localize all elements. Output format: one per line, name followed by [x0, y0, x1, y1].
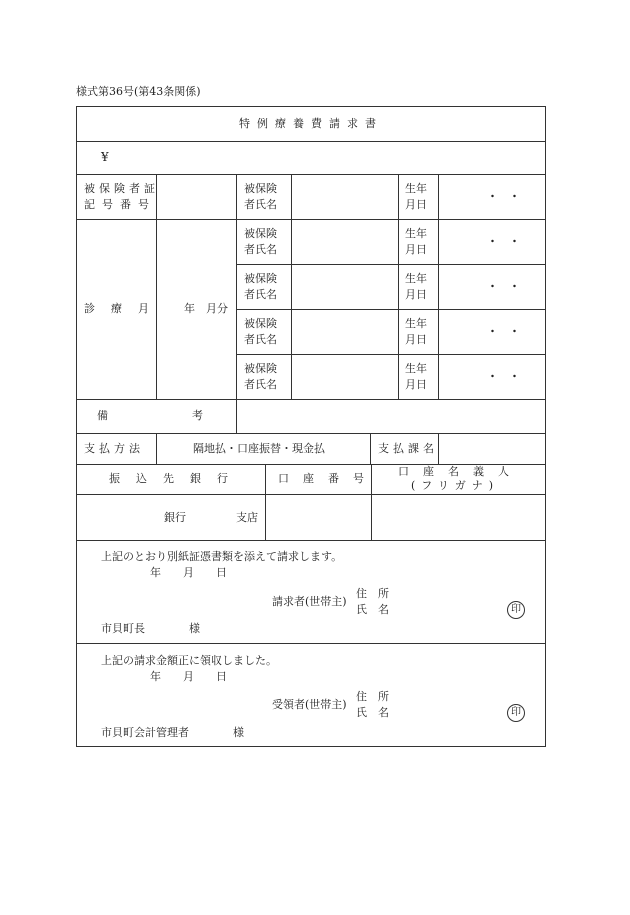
- claimant-label: 請求者(世帯主): [272, 595, 347, 608]
- treatment-month-field[interactable]: 年 月分: [184, 302, 228, 315]
- account-holder-field[interactable]: [373, 496, 545, 539]
- col-divider: [398, 174, 399, 399]
- form-title: 特例療養費請求書: [239, 117, 383, 130]
- birth-date-label: 生年: [405, 317, 427, 330]
- row-divider: [76, 643, 546, 644]
- account-holder-kana-label: (フリガナ): [411, 479, 500, 492]
- birth-date-label: 生年: [405, 227, 427, 240]
- insured-name-label-2: 者氏名: [244, 333, 277, 346]
- insured-name-label: 被保険: [244, 317, 277, 330]
- bank-label: 振込先銀行: [109, 472, 244, 485]
- birth-date-label: 生年: [405, 272, 427, 285]
- birth-date-label: 生年: [405, 182, 427, 195]
- payment-section-field[interactable]: [439, 434, 545, 463]
- row-divider: [76, 141, 546, 142]
- insured-name-label: 被保険: [244, 182, 277, 195]
- request-statement: 上記のとおり別紙証憑書類を添えて請求します。: [101, 550, 343, 563]
- birth-date-field[interactable]: ・ ・: [487, 190, 520, 203]
- form-number-label: 様式第36号(第43条関係): [76, 85, 201, 98]
- claimant-name-label: 氏 名: [356, 603, 389, 616]
- insured-card-number-field[interactable]: [157, 175, 235, 218]
- remarks-label: 備考: [97, 409, 287, 422]
- row-divider: [76, 494, 546, 495]
- insured-name-field[interactable]: [292, 265, 397, 308]
- account-number-field[interactable]: [267, 496, 370, 539]
- insured-name-label-2: 者氏名: [244, 198, 277, 211]
- insured-name-label-2: 者氏名: [244, 243, 277, 256]
- amount-field[interactable]: [118, 144, 538, 170]
- account-holder-label: 口座名義人: [398, 465, 523, 478]
- birth-date-label-2: 月日: [405, 198, 427, 211]
- claimant-address-label: 住 所: [356, 587, 389, 600]
- col-divider: [265, 464, 266, 540]
- col-divider: [370, 433, 371, 464]
- insured-name-label-2: 者氏名: [244, 378, 277, 391]
- birth-date-field[interactable]: ・ ・: [487, 325, 520, 338]
- request-addressee: 市貝町長 様: [101, 622, 200, 635]
- insured-name-field[interactable]: [292, 355, 397, 398]
- insured-name-field[interactable]: [292, 175, 397, 218]
- receipt-statement: 上記の請求金額正に領収しました。: [101, 654, 277, 667]
- seal-icon: 印: [507, 704, 525, 722]
- col-divider: [156, 433, 157, 464]
- birth-date-field[interactable]: ・ ・: [487, 280, 520, 293]
- col-divider: [438, 174, 439, 399]
- insured-name-label: 被保険: [244, 272, 277, 285]
- payment-method-label: 支払方法: [84, 442, 144, 455]
- insured-name-label: 被保険: [244, 227, 277, 240]
- birth-date-label: 生年: [405, 362, 427, 375]
- treatment-month-label: 診療月: [84, 302, 165, 315]
- receipt-addressee: 市貝町会計管理者 様: [101, 726, 244, 739]
- receipt-date[interactable]: 年 月 日: [150, 670, 227, 683]
- birth-date-label-2: 月日: [405, 333, 427, 346]
- row-divider: [76, 540, 546, 541]
- bank-suffix: 銀行: [164, 511, 186, 524]
- branch-suffix: 支店: [236, 511, 258, 524]
- remarks-field[interactable]: [237, 400, 545, 432]
- insured-name-label: 被保険: [244, 362, 277, 375]
- birth-date-label-2: 月日: [405, 243, 427, 256]
- yen-sign: ¥: [101, 150, 109, 164]
- receiver-name-label: 氏 名: [356, 706, 389, 719]
- birth-date-field[interactable]: ・ ・: [487, 235, 520, 248]
- payment-section-label: 支払課名: [378, 442, 438, 455]
- account-number-label: 口座番号: [278, 472, 378, 485]
- receiver-label: 受領者(世帯主): [272, 698, 347, 711]
- insured-name-label-2: 者氏名: [244, 288, 277, 301]
- insured-name-field[interactable]: [292, 310, 397, 353]
- payment-method-options[interactable]: 隔地払・口座振替・現金払: [193, 442, 325, 455]
- birth-date-label-2: 月日: [405, 378, 427, 391]
- seal-icon: 印: [507, 601, 525, 619]
- insured-card-label-2: 記号番号: [84, 198, 156, 211]
- insured-name-field[interactable]: [292, 220, 397, 263]
- col-divider: [236, 174, 237, 399]
- birth-date-field[interactable]: ・ ・: [487, 370, 520, 383]
- birth-date-label-2: 月日: [405, 288, 427, 301]
- request-date[interactable]: 年 月 日: [150, 566, 227, 579]
- receiver-address-label: 住 所: [356, 690, 389, 703]
- bank-name-field[interactable]: [78, 496, 264, 539]
- insured-card-label: 被保険者証: [84, 182, 159, 195]
